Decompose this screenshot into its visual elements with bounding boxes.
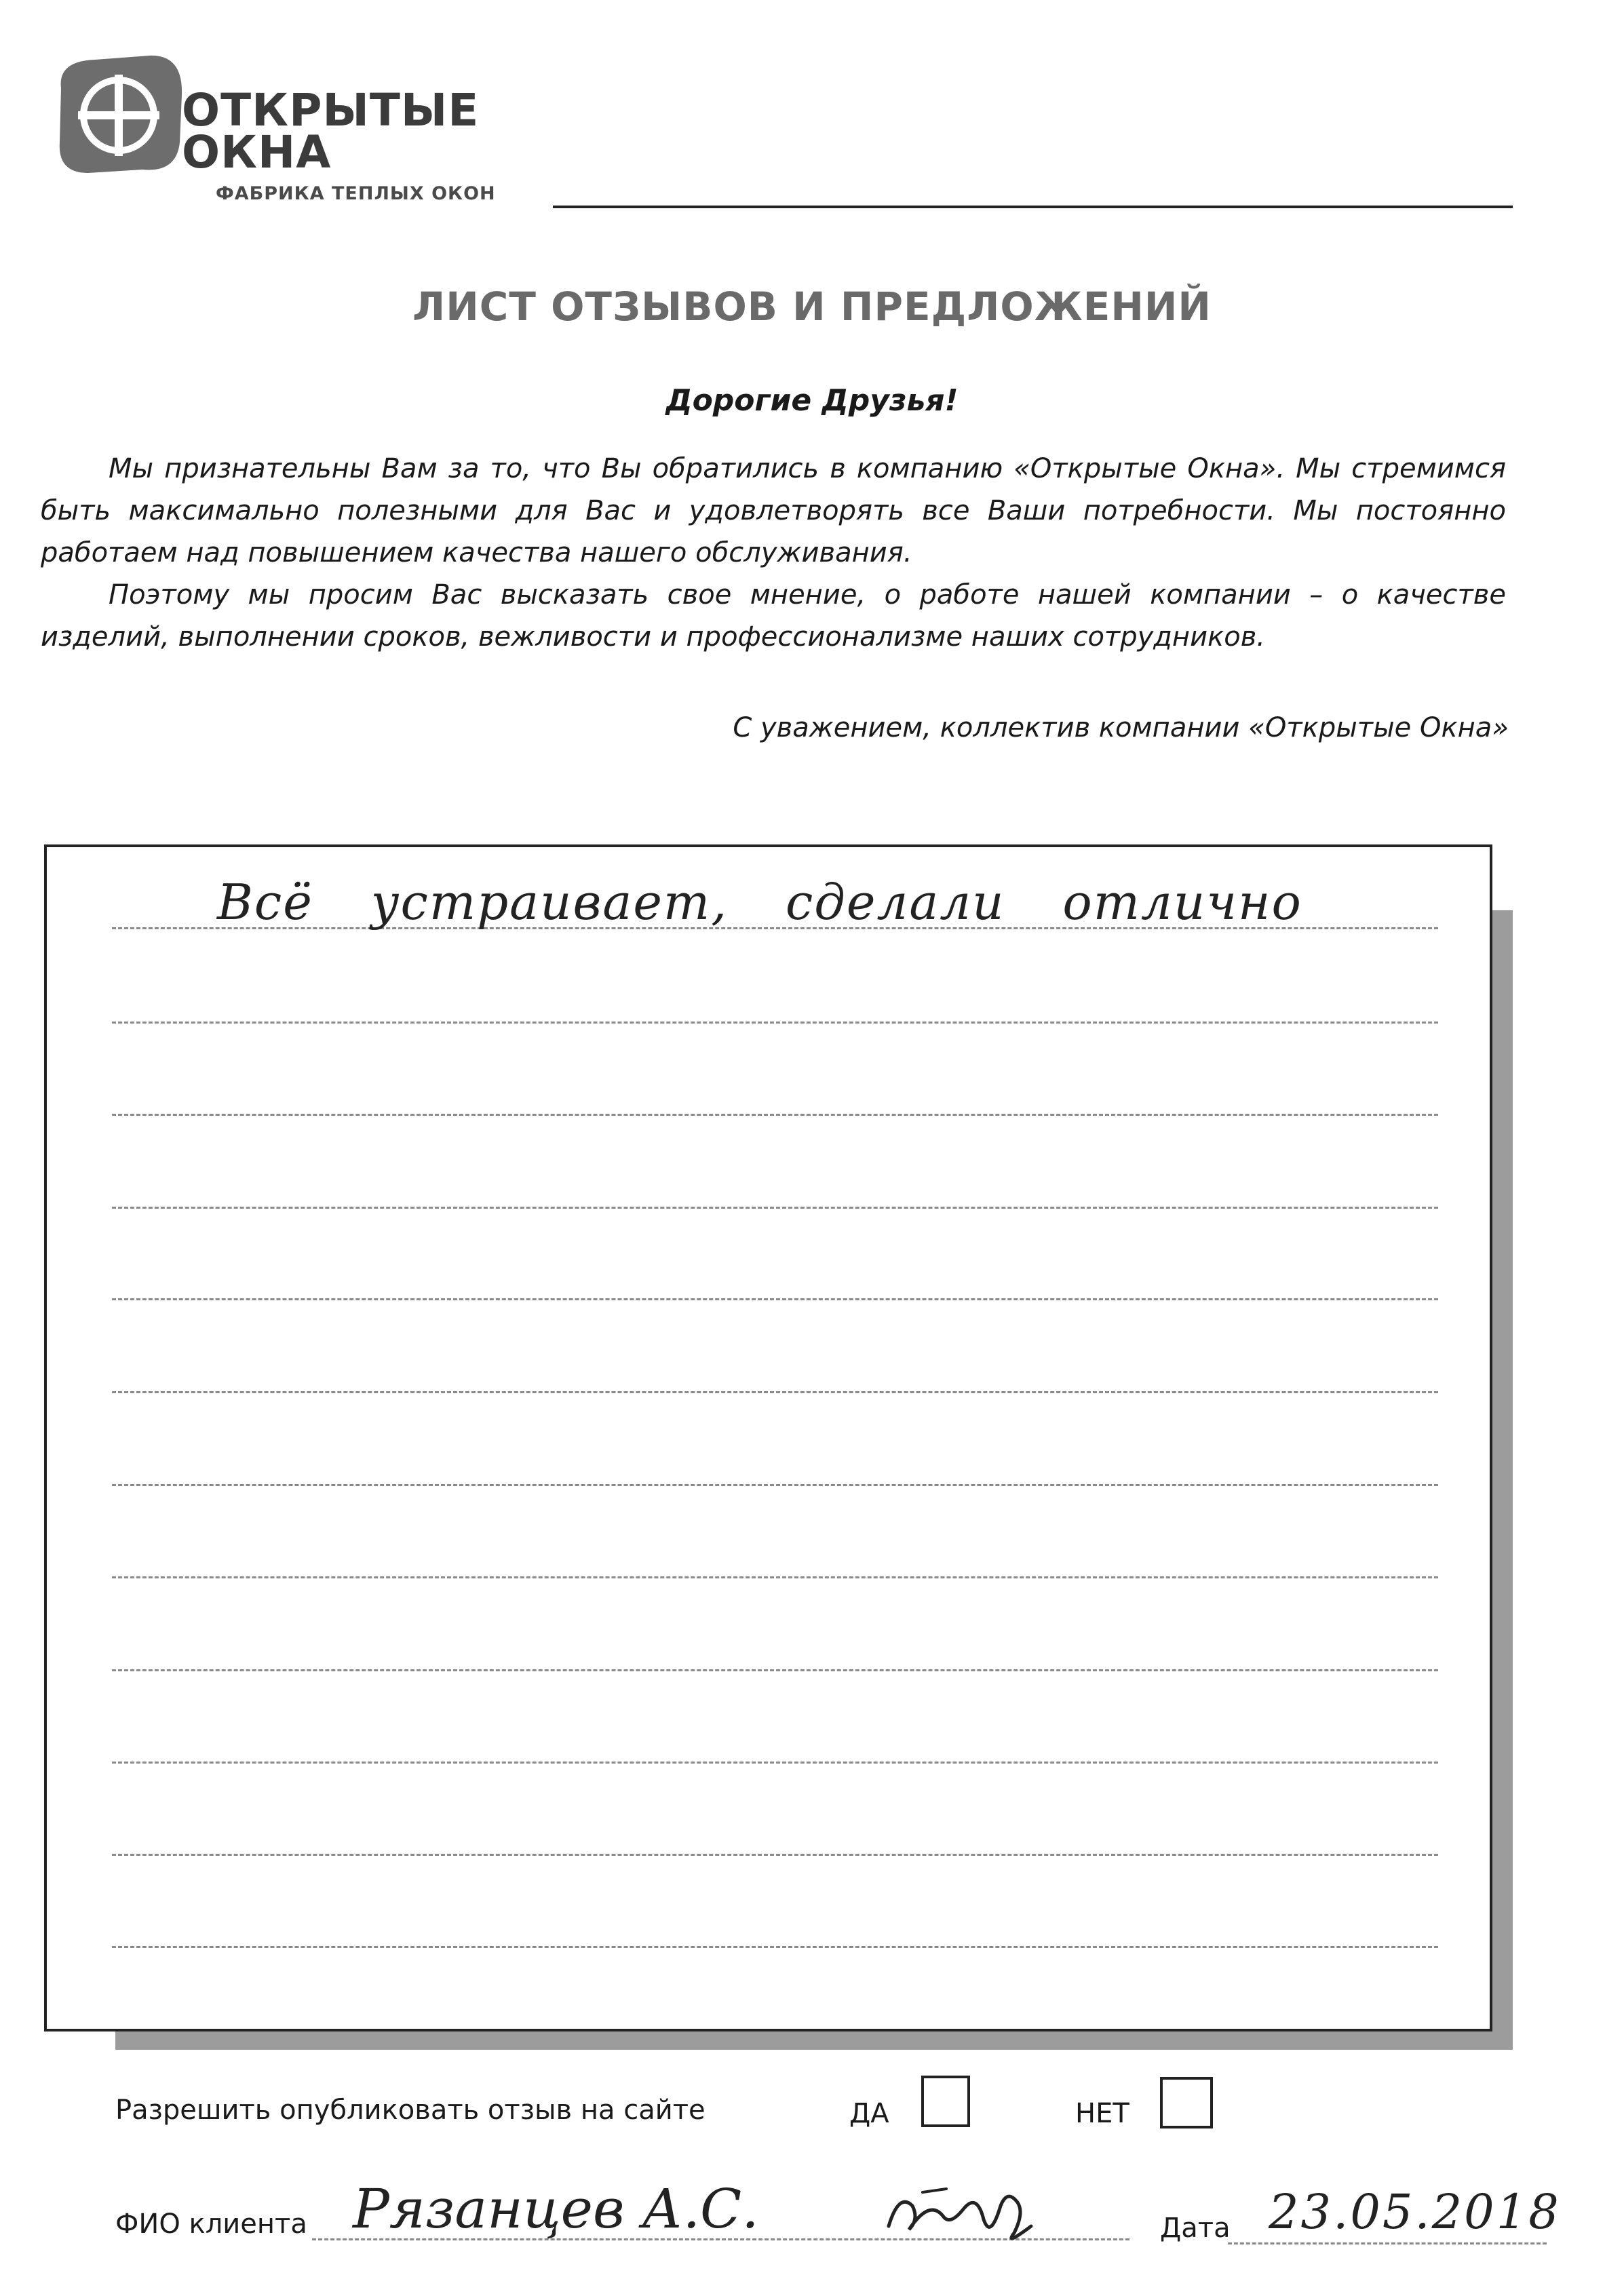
ruled-line: [112, 1762, 1438, 1764]
intro-text: [41, 448, 1506, 658]
intro-paragraph-1: Мы признательны Вам за то, что Вы обратились в компанию «Открытые Окна». Мы стремимся быть максимально полезными для Вас и удовлетворять все Ваши потребности. Мы постоянно работаем над повышением качества нашего обслуживания.: [41, 453, 1506, 568]
ruled-line: [112, 1022, 1438, 1024]
date-value[interactable]: 23.05.2018: [1269, 2184, 1561, 2240]
ruled-line: [112, 1207, 1438, 1209]
handwritten-feedback: Всё устраивает, сделали отлично: [217, 874, 1302, 931]
client-name-value[interactable]: Рязанцев А.С.: [353, 2177, 759, 2240]
intro-paragraph-2: Поэтому мы просим Вас высказать свое мнение, о работе нашей компании – о качестве изделий, выполнении сроков, вежливости и профессионализме наших сотрудников.: [41, 579, 1506, 653]
no-label: НЕТ: [1075, 2098, 1129, 2129]
greeting: Дорогие Друзья!: [665, 383, 959, 418]
brand-name-line-1: ОТКРЫТЫЕ: [182, 84, 480, 136]
date-label: Дата: [1160, 2213, 1231, 2244]
ruled-line: [112, 1669, 1438, 1671]
ruled-line: [112, 1391, 1438, 1393]
publish-permission-label: Разрешить опубликовать отзыв на сайте: [115, 2095, 705, 2126]
ruled-line: [112, 1484, 1438, 1486]
ruled-line: [112, 1946, 1438, 1948]
ruled-line: [112, 1854, 1438, 1856]
header-divider: [553, 206, 1513, 208]
client-signature: [882, 2179, 1038, 2253]
brand-name-line-2: ОКНА: [182, 126, 332, 178]
regards-line: С уважением, коллектив компании «Открытые Окна»: [733, 712, 1509, 743]
yes-label: ДА: [849, 2098, 889, 2129]
brand-tagline: ФАБРИКА ТЕПЛЫХ ОКОН: [216, 183, 496, 204]
feedback-box[interactable]: [44, 844, 1492, 2031]
date-line: [1228, 2242, 1547, 2244]
ruled-line: [112, 1576, 1438, 1578]
no-checkbox[interactable]: [1160, 2077, 1213, 2128]
document-title: ЛИСТ ОТЗЫВОВ И ПРЕДЛОЖЕНИЙ: [412, 284, 1212, 330]
client-name-label: ФИО клиента: [115, 2209, 307, 2240]
company-logo: [47, 47, 204, 183]
yes-checkbox[interactable]: [921, 2076, 970, 2127]
ruled-line: [112, 1298, 1438, 1300]
ruled-line: [112, 1114, 1438, 1116]
